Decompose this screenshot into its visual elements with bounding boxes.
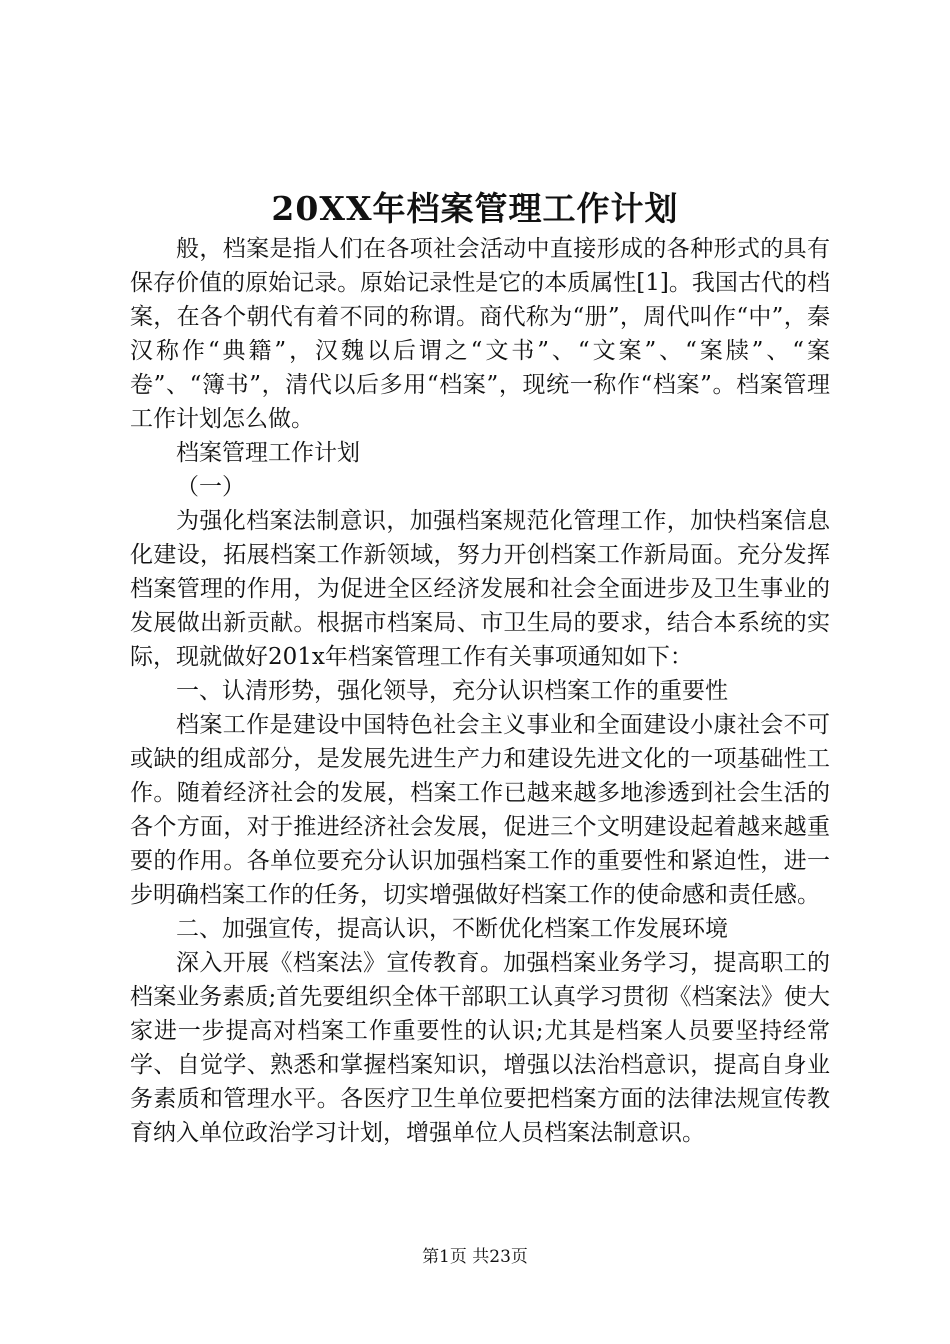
- paragraph-intro: 般，档案是指人们在各项社会活动中直接形成的各种形式的具有保存价值的原始记录。原始记录性是它的本质属性[1]。我国古代的档案，在各个朝代有着不同的称谓。商代称为“册”，周代叫作“中”，秦汉称作“典籍”，汉魏以后谓之“文书”、“文案”、“案牍”、“案卷”、“簿书”，清代以后多用“档案”，现统一称作“档案”。档案管理工作计划怎么做。: [130, 236, 830, 432]
- section-heading-one: （一）: [176, 474, 245, 500]
- document-title: 20XX年档案管理工作计划: [271, 189, 679, 228]
- section-heading-second: 二、加强宣传，提高认识，不断优化档案工作发展环境: [176, 916, 728, 942]
- page-footer: 第1页 共23页: [422, 1247, 528, 1267]
- section-heading-plan: 档案管理工作计划: [176, 440, 360, 466]
- paragraph-importance: 档案工作是建设中国特色社会主义事业和全面建设小康社会不可或缺的组成部分，是发展先进生产力和建设先进文化的一项基础性工作。随着经济社会的发展，档案工作已越来越多地渗透到社会生活的各个方面，对于推进经济社会发展，促进三个文明建设起着越来越重要的作用。各单位要充分认识加强档案工作的重要性和紧迫性，进一步明确档案工作的任务，切实增强做好档案工作的使命感和责任感。: [130, 712, 830, 908]
- paragraph-notice: 为强化档案法制意识，加强档案规范化管理工作，加快档案信息化建设，拓展档案工作新领域，努力开创档案工作新局面。充分发挥档案管理的作用，为促进全区经济发展和社会全面进步及卫生事业的发展做出新贡献。根据市档案局、市卫生局的要求，结合本系统的实际，现就做好201x年档案管理工作有关事项通知如下：: [130, 508, 830, 670]
- section-heading-first: 一、认清形势，强化领导，充分认识档案工作的重要性: [176, 678, 728, 704]
- document-body: [130, 232, 830, 1150]
- paragraph-publicity: 深入开展《档案法》宣传教育。加强档案业务学习，提高职工的档案业务素质;首先要组织全体干部职工认真学习贯彻《档案法》使大家进一步提高对档案工作重要性的认识;尤其是档案人员要坚持经常学、自觉学、熟悉和掌握档案知识，增强以法治档意识，提高自身业务素质和管理水平。各医疗卫生单位要把档案方面的法律法规宣传教育纳入单位政治学习计划，增强单位人员档案法制意识。: [130, 950, 830, 1146]
